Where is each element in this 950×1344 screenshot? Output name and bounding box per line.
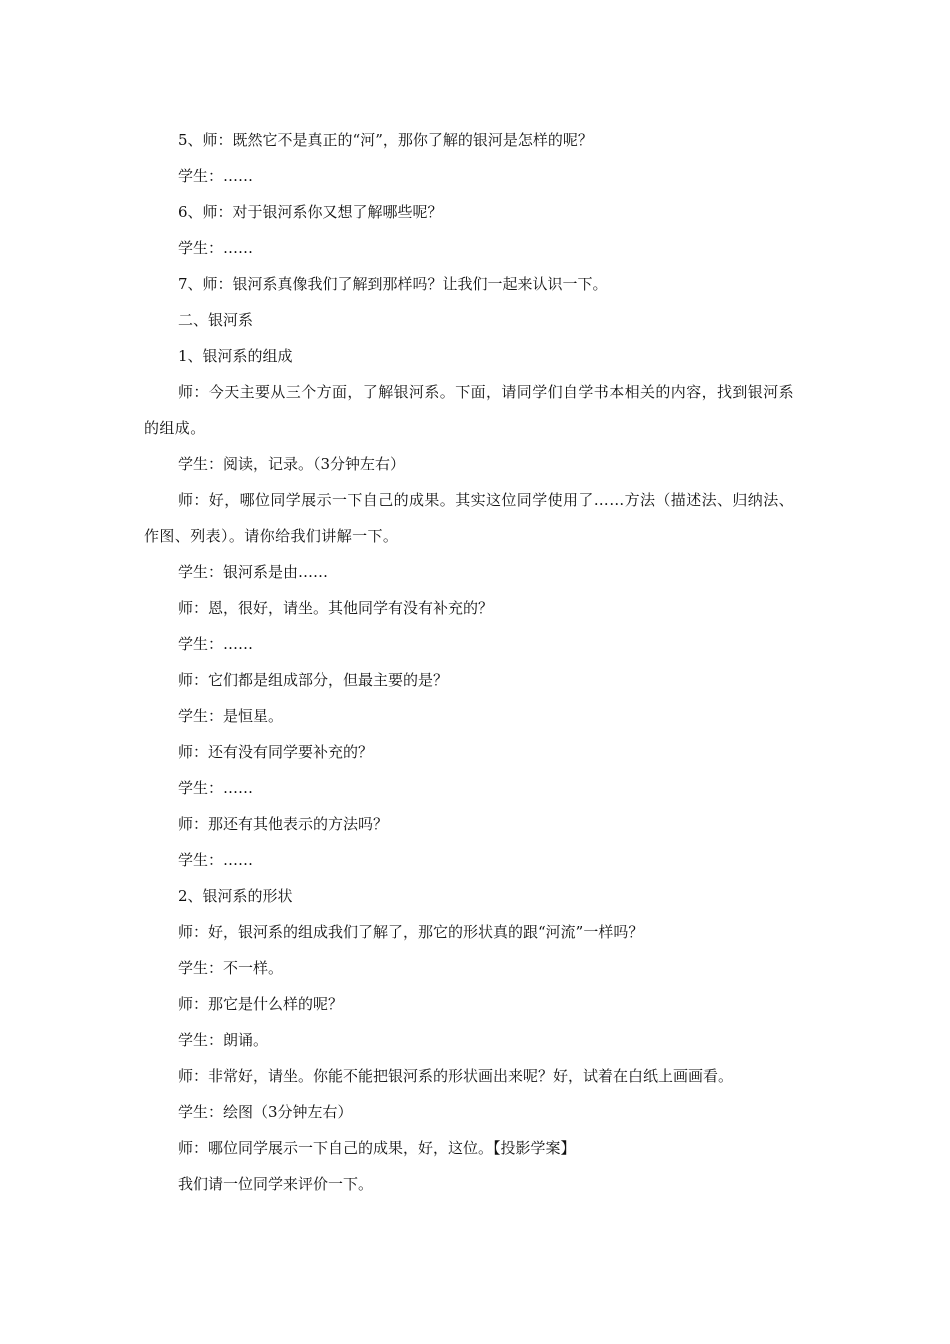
subheading-composition: 1、银河系的组成 [178, 347, 293, 365]
paragraph-evaluate: 我们请一位同学来评价一下。 [178, 1175, 374, 1193]
paragraph-q5: 5、师：既然它不是真正的“河”，那你了解的银河是怎样的呢？ [178, 131, 593, 149]
paragraph-student-reply-4: 学生：…… [178, 779, 254, 797]
section-heading-milky-way: 二、银河系 [178, 311, 254, 329]
paragraph-student-reading: 学生：阅读，记录。（3分钟左右） [178, 455, 406, 473]
paragraph-student-reply-5: 学生：…… [178, 851, 254, 869]
paragraph-teacher-main-part: 师：它们都是组成部分，但最主要的是？ [178, 671, 449, 689]
paragraph-q7: 7、师：银河系真像我们了解到那样吗？让我们一起来认识一下。 [178, 275, 608, 293]
paragraph-teacher-show: 师：哪位同学展示一下自己的成果，好，这位。【投影学案】 [178, 1139, 576, 1157]
paragraph-teacher-shape: 师：好，银河系的组成我们了解了，那它的形状真的跟“河流”一样吗？ [178, 923, 644, 941]
paragraph-student-reply-3: 学生：…… [178, 635, 254, 653]
paragraph-student-different: 学生：不一样。 [178, 959, 284, 977]
paragraph-student-drawing: 学生：绘图（3分钟左右） [178, 1103, 353, 1121]
paragraph-teacher-intro: 师：今天主要从三个方面，了解银河系。下面，请同学们自学书本相关的内容，找到银河系的组成。 [144, 383, 795, 437]
paragraph-teacher-supplement: 师：恩，很好，请坐。其他同学有没有补充的？ [178, 599, 494, 617]
paragraph-student-reply-2: 学生：…… [178, 239, 254, 257]
paragraph-student-recite: 学生：朗诵。 [178, 1031, 269, 1049]
paragraph-teacher-what: 师：那它是什么样的呢？ [178, 995, 344, 1013]
paragraph-teacher-other-methods: 师：那还有其他表示的方法吗？ [178, 815, 389, 833]
paragraph-q6: 6、师：对于银河系你又想了解哪些呢？ [178, 203, 443, 221]
document-body [144, 122, 808, 1202]
paragraph-student-composition: 学生：银河系是由…… [178, 563, 329, 581]
subheading-shape: 2、银河系的形状 [178, 887, 293, 905]
paragraph-teacher-methods: 师：好，哪位同学展示一下自己的成果。其实这位同学使用了……方法（描述法、归纳法、作图、列表）。请你给我们讲解一下。 [144, 491, 795, 545]
paragraph-student-stars: 学生：是恒星。 [178, 707, 284, 725]
paragraph-student-reply-1: 学生：…… [178, 167, 254, 185]
paragraph-teacher-more: 师：还有没有同学要补充的？ [178, 743, 374, 761]
paragraph-teacher-draw: 师：非常好，请坐。你能不能把银河系的形状画出来呢？好，试着在白纸上画画看。 [178, 1067, 734, 1085]
